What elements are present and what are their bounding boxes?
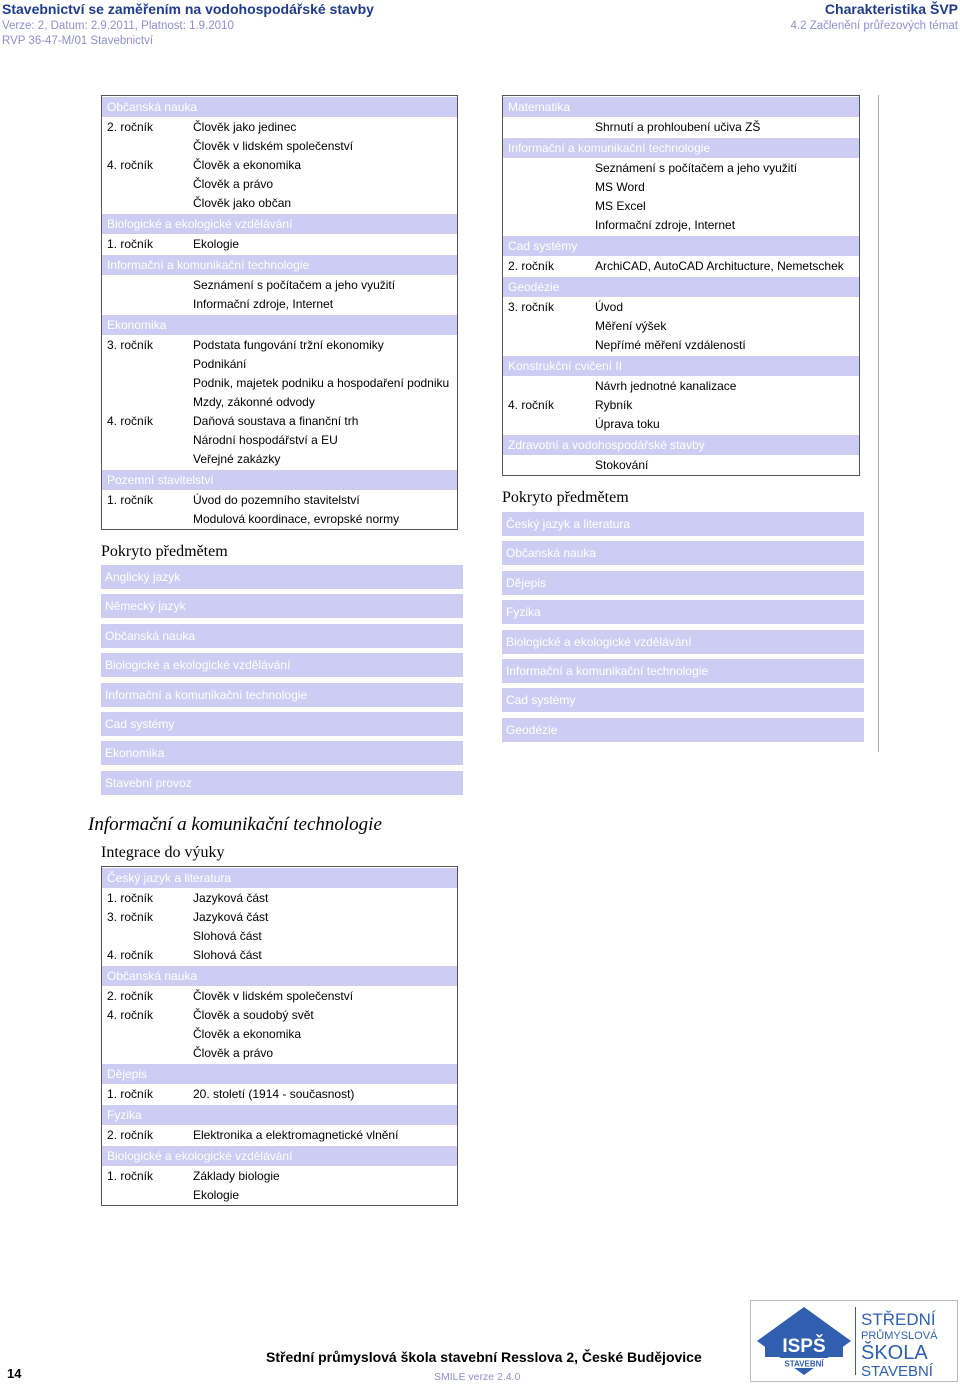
- subject-header: [503, 235, 859, 257]
- table-row: [503, 257, 859, 276]
- subject-header: [503, 355, 859, 377]
- subject-header: [102, 1104, 457, 1126]
- subject-header: [102, 1145, 457, 1167]
- table-row: [102, 450, 457, 469]
- subject-name: Pozemní stavitelství: [107, 473, 214, 487]
- logo-text-stredni: STŘEDNÍ: [861, 1310, 936, 1329]
- topic-cell: Informační zdroje, Internet: [595, 218, 736, 232]
- table-row: [503, 415, 859, 434]
- topic-cell: Mzdy, zákonné odvody: [193, 395, 315, 409]
- subject-name: Zdravotní a vodohospodářské stavby: [508, 438, 705, 452]
- grade-cell: 1. ročník: [107, 237, 154, 251]
- page-number: 14: [7, 1366, 22, 1381]
- topic-cell: Úvod: [595, 300, 624, 314]
- table-row: [102, 491, 457, 510]
- table-row: [102, 156, 457, 175]
- subject-header: [503, 434, 859, 456]
- pokryto-item: Stavební provoz: [101, 771, 463, 795]
- topic-cell: Člověk a právo: [193, 1046, 274, 1060]
- table-row: [102, 118, 457, 137]
- grade-cell: 2. ročník: [107, 120, 154, 134]
- topic-cell: Podnik, majetek podniku a hospodaření podniku: [193, 376, 450, 390]
- topic-cell: Základy biologie: [193, 1169, 280, 1183]
- subject-name: Cad systémy: [508, 239, 578, 253]
- pokryto-item: Informační a komunikační technologie: [502, 659, 864, 683]
- table-row: [102, 1167, 457, 1186]
- subject-header: [102, 469, 457, 491]
- grade-cell: 3. ročník: [107, 338, 154, 352]
- ikt-subtitle: Integrace do výuky: [101, 844, 225, 861]
- subject-name: Fyzika: [107, 1108, 142, 1122]
- topic-cell: Ekologie: [193, 237, 240, 251]
- table-row: [102, 393, 457, 412]
- grade-cell: 4. ročník: [107, 158, 154, 172]
- pokryto-item: Český jazyk a literatura: [502, 512, 864, 536]
- subject-header: [503, 96, 859, 118]
- pokryto-item: Biologické a ekologické vzdělávání: [101, 653, 463, 677]
- topic-cell: Člověk v lidském společenství: [193, 139, 354, 153]
- subject-name: Biologické a ekologické vzdělávání: [107, 217, 293, 231]
- pokryto-item: Občanská nauka: [502, 541, 864, 565]
- subject-header: [503, 137, 859, 159]
- footer-version: SMILE verze 2.4.0: [434, 1371, 521, 1383]
- topic-cell: Člověk a soudobý svět: [193, 1008, 314, 1022]
- subject-header: [102, 213, 457, 235]
- table-row: [102, 510, 457, 529]
- pokryto-item: Biologické a ekologické vzdělávání: [502, 630, 864, 654]
- topic-cell: Člověk a ekonomika: [193, 158, 302, 172]
- table-row: [102, 276, 457, 295]
- table-row: [102, 374, 457, 393]
- table-row: [503, 336, 859, 355]
- ikt-integration-table: [101, 866, 458, 1206]
- left-integration-table: [101, 95, 458, 530]
- grade-cell: 4. ročník: [107, 948, 154, 962]
- subject-name: Geodézie: [508, 280, 560, 294]
- table-row: [503, 159, 859, 178]
- logo-text-stavebni-badge: STAVEBNÍ: [784, 1359, 824, 1369]
- logo-text-prumyslova: PRŮMYSLOVÁ: [861, 1330, 938, 1342]
- table-row: [102, 137, 457, 156]
- subject-name: Občanská nauka: [107, 100, 198, 114]
- topic-cell: Člověk jako jedinec: [193, 120, 297, 134]
- table-row: [102, 1085, 457, 1104]
- topic-cell: Úvod do pozemního stavitelství: [193, 493, 360, 507]
- table-row: [102, 1025, 457, 1044]
- table-row: [102, 1126, 457, 1145]
- grade-cell: 4. ročník: [107, 414, 154, 428]
- table-row: [102, 431, 457, 450]
- grade-cell: 1. ročník: [107, 891, 154, 905]
- table-row: [102, 946, 457, 965]
- topic-cell: Návrh jednotné kanalizace: [595, 379, 737, 393]
- topic-cell: Měření výšek: [595, 319, 667, 333]
- topic-cell: Seznámení s počítačem a jeho využití: [595, 161, 798, 175]
- pokryto-item: Geodézie: [502, 718, 864, 742]
- right-pokryto-title: Pokryto předmětem: [502, 489, 629, 506]
- table-row: [503, 377, 859, 396]
- table-row: [102, 295, 457, 314]
- column-divider: [878, 95, 879, 752]
- version-info: Verze: 2, Datum: 2.9.2011, Platnost: 1.9.2010: [2, 20, 234, 32]
- grade-cell: 4. ročník: [107, 1008, 154, 1022]
- pokryto-item: Ekonomika: [101, 741, 463, 765]
- pokryto-item: Cad systémy: [502, 688, 864, 712]
- grade-cell: 2. ročník: [107, 1128, 154, 1142]
- table-row: [102, 987, 457, 1006]
- table-row: [102, 175, 457, 194]
- pokryto-item: Cad systémy: [101, 712, 463, 736]
- topic-cell: MS Word: [595, 180, 645, 194]
- logo-text-ispst: ISPŠ: [782, 1336, 826, 1357]
- subject-name: Informační a komunikační technologie: [508, 141, 711, 155]
- topic-cell: Veřejné zakázky: [193, 452, 281, 466]
- pokryto-item: Občanská nauka: [101, 624, 463, 648]
- subject-header: [102, 254, 457, 276]
- footer-school: Střední průmyslová škola stavební Resslova 2, České Budějovice: [266, 1349, 702, 1365]
- grade-cell: 3. ročník: [107, 910, 154, 924]
- table-row: [102, 235, 457, 254]
- topic-cell: Slohová část: [193, 948, 262, 962]
- subject-header: [102, 314, 457, 336]
- topic-cell: Stokování: [595, 458, 649, 472]
- subject-header: [102, 965, 457, 987]
- topic-cell: Národní hospodářství a EU: [193, 433, 338, 447]
- topic-cell: Ekologie: [193, 1188, 240, 1202]
- ikt-title: Informační a komunikační technologie: [88, 814, 382, 835]
- table-row: [503, 197, 859, 216]
- grade-cell: 2. ročník: [508, 259, 555, 273]
- topic-cell: 20. století (1914 - současnost): [193, 1087, 355, 1101]
- topic-cell: Člověk jako občan: [193, 196, 292, 210]
- table-row: [102, 336, 457, 355]
- topic-cell: Elektronika a elektromagnetické vlnění: [193, 1128, 399, 1142]
- topic-cell: MS Excel: [595, 199, 646, 213]
- right-integration-table: [502, 95, 860, 476]
- subject-header: [102, 96, 457, 118]
- topic-cell: Nepřímé měření vzdáleností: [595, 338, 746, 352]
- pokryto-item: Fyzika: [502, 600, 864, 624]
- document-title: Stavebnictví se zaměřením na vodohospodářské stavby: [2, 1, 374, 17]
- subject-name: Dějepis: [107, 1067, 148, 1081]
- topic-cell: Daňová soustava a finanční trh: [193, 414, 359, 428]
- table-row: [102, 927, 457, 946]
- grade-cell: 1. ročník: [107, 1169, 154, 1183]
- subject-name: Biologické a ekologické vzdělávání: [107, 1149, 293, 1163]
- school-logo: [750, 1300, 958, 1382]
- logo-text-stavebni: STAVEBNÍ: [861, 1363, 933, 1380]
- table-row: [102, 1044, 457, 1063]
- table-row: [102, 194, 457, 213]
- table-row: [503, 216, 859, 235]
- subject-name: Informační a komunikační technologie: [107, 258, 310, 272]
- table-row: [102, 889, 457, 908]
- pokryto-item: Dějepis: [502, 571, 864, 595]
- table-row: [503, 317, 859, 336]
- subject-header: [102, 867, 457, 889]
- left-pokryto-title: Pokryto předmětem: [101, 543, 228, 560]
- table-row: [102, 908, 457, 927]
- table-row: [503, 456, 859, 475]
- topic-cell: Rybník: [595, 398, 633, 412]
- table-row: [503, 298, 859, 317]
- grade-cell: 1. ročník: [107, 1087, 154, 1101]
- subject-name: Ekonomika: [107, 318, 167, 332]
- grade-cell: 3. ročník: [508, 300, 555, 314]
- subject-name: Český jazyk a literatura: [107, 871, 232, 885]
- logo-text-skola: ŠKOLA: [861, 1342, 928, 1364]
- subject-header: [102, 1063, 457, 1085]
- table-row: [102, 355, 457, 374]
- topic-cell: Podstata fungování tržní ekonomiky: [193, 338, 384, 352]
- topic-cell: ArchiCAD, AutoCAD Architucture, Nemetschek: [595, 259, 844, 273]
- section-title: Charakteristika ŠVP: [824, 1, 958, 17]
- pokryto-item: Informační a komunikační technologie: [101, 683, 463, 707]
- topic-cell: Informační zdroje, Internet: [193, 297, 334, 311]
- pokryto-item: Německý jazyk: [101, 594, 463, 618]
- topic-cell: Jazyková část: [193, 910, 269, 924]
- topic-cell: Modulová koordinace, evropské normy: [193, 512, 400, 526]
- topic-cell: Podnikání: [193, 357, 247, 371]
- table-row: [102, 412, 457, 431]
- table-row: [503, 396, 859, 415]
- topic-cell: Člověk v lidském společenství: [193, 989, 354, 1003]
- topic-cell: Seznámení s počítačem a jeho využití: [193, 278, 396, 292]
- rvp-info: RVP 36-47-M/01 Stavebnictví: [2, 35, 154, 47]
- topic-cell: Člověk a ekonomika: [193, 1027, 302, 1041]
- table-row: [102, 1186, 457, 1205]
- grade-cell: 2. ročník: [107, 989, 154, 1003]
- topic-cell: Slohová část: [193, 929, 262, 943]
- topic-cell: Jazyková část: [193, 891, 269, 905]
- pokryto-item: Anglický jazyk: [101, 565, 463, 589]
- subject-name: Konstrukční cvičení II: [508, 359, 623, 373]
- subject-name: Matematika: [508, 100, 571, 114]
- topic-cell: Úprava toku: [595, 417, 660, 431]
- table-row: [503, 118, 859, 137]
- subject-header: [503, 276, 859, 298]
- grade-cell: 4. ročník: [508, 398, 555, 412]
- subject-name: Občanská nauka: [107, 969, 198, 983]
- table-row: [102, 1006, 457, 1025]
- topic-cell: Člověk a právo: [193, 177, 274, 191]
- table-row: [503, 178, 859, 197]
- section-subtitle: 4.2 Začlenění průřezových témat: [790, 20, 958, 32]
- topic-cell: Shrnutí a prohloubení učiva ZŠ: [595, 120, 761, 134]
- grade-cell: 1. ročník: [107, 493, 154, 507]
